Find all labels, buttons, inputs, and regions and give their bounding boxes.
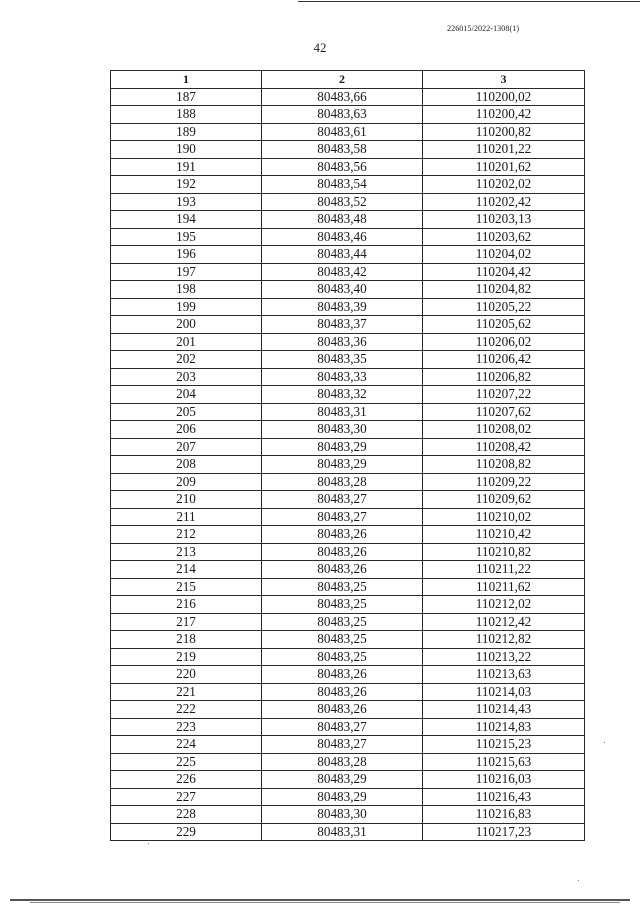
y-coordinate-cell: 110202,42 bbox=[423, 193, 585, 211]
point-number-cell: 221 bbox=[111, 683, 262, 701]
y-coordinate-cell: 110217,23 bbox=[423, 823, 585, 841]
x-coordinate-cell: 80483,25 bbox=[262, 631, 423, 649]
table-row bbox=[111, 438, 585, 456]
point-number-cell: 227 bbox=[111, 788, 262, 806]
x-coordinate-cell: 80483,29 bbox=[262, 438, 423, 456]
table-row bbox=[111, 491, 585, 509]
x-coordinate-cell: 80483,52 bbox=[262, 193, 423, 211]
table-row bbox=[111, 526, 585, 544]
point-number-cell: 208 bbox=[111, 456, 262, 474]
table-row bbox=[111, 351, 585, 369]
point-number-cell: 214 bbox=[111, 561, 262, 579]
point-number-cell: 219 bbox=[111, 648, 262, 666]
table-row bbox=[111, 386, 585, 404]
y-coordinate-cell: 110210,42 bbox=[423, 526, 585, 544]
x-coordinate-cell: 80483,32 bbox=[262, 386, 423, 404]
y-coordinate-cell: 110216,83 bbox=[423, 806, 585, 824]
column-header-1: 1 bbox=[111, 71, 262, 89]
y-coordinate-cell: 110206,42 bbox=[423, 351, 585, 369]
y-coordinate-cell: 110200,02 bbox=[423, 88, 585, 106]
point-number-cell: 223 bbox=[111, 718, 262, 736]
x-coordinate-cell: 80483,25 bbox=[262, 596, 423, 614]
x-coordinate-cell: 80483,25 bbox=[262, 648, 423, 666]
table-row bbox=[111, 141, 585, 159]
x-coordinate-cell: 80483,27 bbox=[262, 491, 423, 509]
point-number-cell: 228 bbox=[111, 806, 262, 824]
x-coordinate-cell: 80483,44 bbox=[262, 246, 423, 264]
y-coordinate-cell: 110203,62 bbox=[423, 228, 585, 246]
table-row bbox=[111, 263, 585, 281]
y-coordinate-cell: 110201,62 bbox=[423, 158, 585, 176]
table-row bbox=[111, 123, 585, 141]
point-number-cell: 199 bbox=[111, 298, 262, 316]
point-number-cell: 210 bbox=[111, 491, 262, 509]
table-row bbox=[111, 806, 585, 824]
x-coordinate-cell: 80483,36 bbox=[262, 333, 423, 351]
x-coordinate-cell: 80483,42 bbox=[262, 263, 423, 281]
point-number-cell: 196 bbox=[111, 246, 262, 264]
point-number-cell: 204 bbox=[111, 386, 262, 404]
x-coordinate-cell: 80483,56 bbox=[262, 158, 423, 176]
scan-speck bbox=[148, 843, 149, 844]
table-row bbox=[111, 596, 585, 614]
point-number-cell: 211 bbox=[111, 508, 262, 526]
x-coordinate-cell: 80483,29 bbox=[262, 771, 423, 789]
x-coordinate-cell: 80483,29 bbox=[262, 788, 423, 806]
table-row bbox=[111, 701, 585, 719]
table-row bbox=[111, 543, 585, 561]
x-coordinate-cell: 80483,28 bbox=[262, 473, 423, 491]
y-coordinate-cell: 110206,02 bbox=[423, 333, 585, 351]
table-row bbox=[111, 788, 585, 806]
column-header-2: 2 bbox=[262, 71, 423, 89]
point-number-cell: 226 bbox=[111, 771, 262, 789]
point-number-cell: 225 bbox=[111, 753, 262, 771]
table-row bbox=[111, 648, 585, 666]
table-row bbox=[111, 176, 585, 194]
table-row bbox=[111, 403, 585, 421]
table-row bbox=[111, 771, 585, 789]
x-coordinate-cell: 80483,27 bbox=[262, 718, 423, 736]
table-row bbox=[111, 281, 585, 299]
x-coordinate-cell: 80483,40 bbox=[262, 281, 423, 299]
point-number-cell: 205 bbox=[111, 403, 262, 421]
table-body bbox=[111, 88, 585, 841]
table-row bbox=[111, 753, 585, 771]
point-number-cell: 216 bbox=[111, 596, 262, 614]
point-number-cell: 200 bbox=[111, 316, 262, 334]
y-coordinate-cell: 110215,63 bbox=[423, 753, 585, 771]
x-coordinate-cell: 80483,26 bbox=[262, 666, 423, 684]
top-rule bbox=[298, 1, 640, 2]
x-coordinate-cell: 80483,33 bbox=[262, 368, 423, 386]
y-coordinate-cell: 110201,22 bbox=[423, 141, 585, 159]
point-number-cell: 193 bbox=[111, 193, 262, 211]
point-number-cell: 206 bbox=[111, 421, 262, 439]
y-coordinate-cell: 110212,02 bbox=[423, 596, 585, 614]
table-row bbox=[111, 316, 585, 334]
table-row bbox=[111, 561, 585, 579]
table-row bbox=[111, 193, 585, 211]
x-coordinate-cell: 80483,26 bbox=[262, 561, 423, 579]
table-header bbox=[111, 71, 585, 89]
point-number-cell: 224 bbox=[111, 736, 262, 754]
y-coordinate-cell: 110212,82 bbox=[423, 631, 585, 649]
y-coordinate-cell: 110212,42 bbox=[423, 613, 585, 631]
y-coordinate-cell: 110211,22 bbox=[423, 561, 585, 579]
x-coordinate-cell: 80483,26 bbox=[262, 683, 423, 701]
y-coordinate-cell: 110214,03 bbox=[423, 683, 585, 701]
point-number-cell: 222 bbox=[111, 701, 262, 719]
point-number-cell: 190 bbox=[111, 141, 262, 159]
table-row bbox=[111, 228, 585, 246]
point-number-cell: 191 bbox=[111, 158, 262, 176]
table-row bbox=[111, 578, 585, 596]
y-coordinate-cell: 110210,82 bbox=[423, 543, 585, 561]
document-number: 226015/2022-1308(1) bbox=[447, 24, 520, 33]
x-coordinate-cell: 80483,26 bbox=[262, 701, 423, 719]
table-row bbox=[111, 683, 585, 701]
y-coordinate-cell: 110209,62 bbox=[423, 491, 585, 509]
table-row bbox=[111, 613, 585, 631]
y-coordinate-cell: 110202,02 bbox=[423, 176, 585, 194]
x-coordinate-cell: 80483,48 bbox=[262, 211, 423, 229]
column-header-3: 3 bbox=[423, 71, 585, 89]
table-row bbox=[111, 333, 585, 351]
bottom-rule-secondary bbox=[30, 902, 620, 903]
point-number-cell: 194 bbox=[111, 211, 262, 229]
x-coordinate-cell: 80483,28 bbox=[262, 753, 423, 771]
x-coordinate-cell: 80483,25 bbox=[262, 578, 423, 596]
point-number-cell: 217 bbox=[111, 613, 262, 631]
x-coordinate-cell: 80483,66 bbox=[262, 88, 423, 106]
y-coordinate-cell: 110208,42 bbox=[423, 438, 585, 456]
table-row bbox=[111, 631, 585, 649]
x-coordinate-cell: 80483,58 bbox=[262, 141, 423, 159]
x-coordinate-cell: 80483,29 bbox=[262, 456, 423, 474]
table-row bbox=[111, 368, 585, 386]
x-coordinate-cell: 80483,35 bbox=[262, 351, 423, 369]
table-row bbox=[111, 211, 585, 229]
point-number-cell: 207 bbox=[111, 438, 262, 456]
y-coordinate-cell: 110214,43 bbox=[423, 701, 585, 719]
x-coordinate-cell: 80483,46 bbox=[262, 228, 423, 246]
header-row bbox=[111, 71, 585, 89]
y-coordinate-cell: 110204,82 bbox=[423, 281, 585, 299]
x-coordinate-cell: 80483,25 bbox=[262, 613, 423, 631]
point-number-cell: 202 bbox=[111, 351, 262, 369]
table-row bbox=[111, 666, 585, 684]
table-row bbox=[111, 88, 585, 106]
table-row bbox=[111, 508, 585, 526]
table-row bbox=[111, 823, 585, 841]
y-coordinate-cell: 110204,02 bbox=[423, 246, 585, 264]
y-coordinate-cell: 110215,23 bbox=[423, 736, 585, 754]
table-row bbox=[111, 298, 585, 316]
x-coordinate-cell: 80483,39 bbox=[262, 298, 423, 316]
x-coordinate-cell: 80483,27 bbox=[262, 508, 423, 526]
page-number: 42 bbox=[313, 40, 327, 55]
y-coordinate-cell: 110216,03 bbox=[423, 771, 585, 789]
table-row bbox=[111, 736, 585, 754]
point-number-cell: 209 bbox=[111, 473, 262, 491]
x-coordinate-cell: 80483,26 bbox=[262, 526, 423, 544]
y-coordinate-cell: 110207,22 bbox=[423, 386, 585, 404]
point-number-cell: 192 bbox=[111, 176, 262, 194]
y-coordinate-cell: 110200,42 bbox=[423, 106, 585, 124]
y-coordinate-cell: 110207,62 bbox=[423, 403, 585, 421]
x-coordinate-cell: 80483,30 bbox=[262, 421, 423, 439]
y-coordinate-cell: 110216,43 bbox=[423, 788, 585, 806]
y-coordinate-cell: 110205,62 bbox=[423, 316, 585, 334]
point-number-cell: 203 bbox=[111, 368, 262, 386]
point-number-cell: 201 bbox=[111, 333, 262, 351]
y-coordinate-cell: 110214,83 bbox=[423, 718, 585, 736]
y-coordinate-cell: 110213,22 bbox=[423, 648, 585, 666]
y-coordinate-cell: 110209,22 bbox=[423, 473, 585, 491]
point-number-cell: 198 bbox=[111, 281, 262, 299]
scan-speck bbox=[578, 880, 579, 881]
table-row bbox=[111, 456, 585, 474]
table-row bbox=[111, 246, 585, 264]
point-number-cell: 195 bbox=[111, 228, 262, 246]
scan-speck bbox=[604, 742, 605, 743]
y-coordinate-cell: 110205,22 bbox=[423, 298, 585, 316]
y-coordinate-cell: 110208,02 bbox=[423, 421, 585, 439]
x-coordinate-cell: 80483,27 bbox=[262, 736, 423, 754]
x-coordinate-cell: 80483,30 bbox=[262, 806, 423, 824]
point-number-cell: 213 bbox=[111, 543, 262, 561]
point-number-cell: 188 bbox=[111, 106, 262, 124]
x-coordinate-cell: 80483,54 bbox=[262, 176, 423, 194]
bottom-rule bbox=[10, 899, 630, 901]
y-coordinate-cell: 110211,62 bbox=[423, 578, 585, 596]
coordinates-table bbox=[110, 70, 585, 841]
y-coordinate-cell: 110204,42 bbox=[423, 263, 585, 281]
point-number-cell: 187 bbox=[111, 88, 262, 106]
x-coordinate-cell: 80483,26 bbox=[262, 543, 423, 561]
y-coordinate-cell: 110208,82 bbox=[423, 456, 585, 474]
point-number-cell: 215 bbox=[111, 578, 262, 596]
point-number-cell: 220 bbox=[111, 666, 262, 684]
table-row bbox=[111, 106, 585, 124]
x-coordinate-cell: 80483,61 bbox=[262, 123, 423, 141]
y-coordinate-cell: 110210,02 bbox=[423, 508, 585, 526]
point-number-cell: 212 bbox=[111, 526, 262, 544]
table-row bbox=[111, 421, 585, 439]
point-number-cell: 189 bbox=[111, 123, 262, 141]
x-coordinate-cell: 80483,63 bbox=[262, 106, 423, 124]
table-row bbox=[111, 718, 585, 736]
x-coordinate-cell: 80483,31 bbox=[262, 823, 423, 841]
point-number-cell: 197 bbox=[111, 263, 262, 281]
x-coordinate-cell: 80483,31 bbox=[262, 403, 423, 421]
table-row bbox=[111, 158, 585, 176]
x-coordinate-cell: 80483,37 bbox=[262, 316, 423, 334]
point-number-cell: 229 bbox=[111, 823, 262, 841]
y-coordinate-cell: 110213,63 bbox=[423, 666, 585, 684]
y-coordinate-cell: 110206,82 bbox=[423, 368, 585, 386]
point-number-cell: 218 bbox=[111, 631, 262, 649]
y-coordinate-cell: 110200,82 bbox=[423, 123, 585, 141]
table-row bbox=[111, 473, 585, 491]
y-coordinate-cell: 110203,13 bbox=[423, 211, 585, 229]
